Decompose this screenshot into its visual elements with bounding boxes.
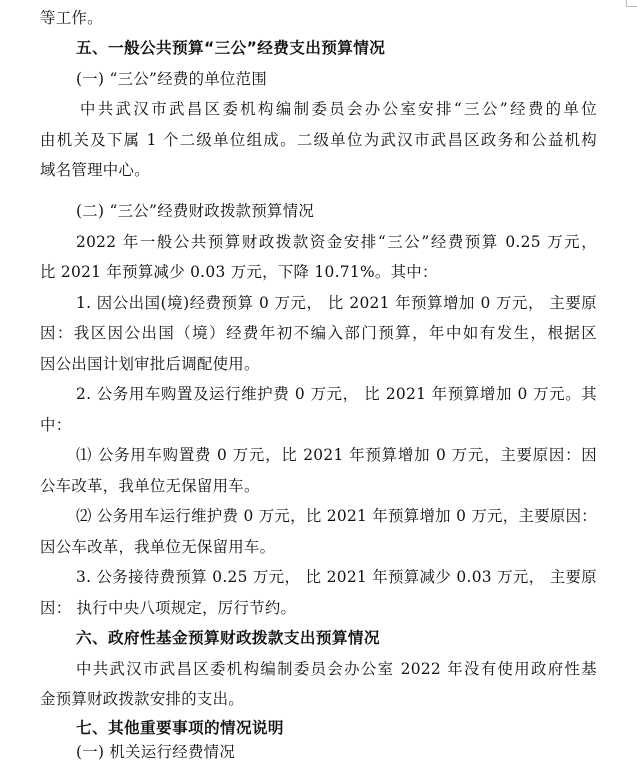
text-line-10: 2. 公务用车购置及运行维护费 0 万元， 比 2021 年预算增加 0 万元。其 xyxy=(76,385,597,403)
text-line-14: ⑵ 公务用车运行维护费 0 万元，比 2021 年预算增加 0 万元，主要原因： xyxy=(76,507,597,525)
text-line-13: 公车改革，我单位无保留用车。 xyxy=(40,477,260,495)
section-heading-6: 六、政府性基金预算财政拨款支出预算情况 xyxy=(76,629,380,647)
subheading-5-2: (二) “三公”经费财政拨款预算情况 xyxy=(76,202,315,220)
text-line-3: 由机关及下属 1 个二级单位组成。二级单位为武汉市武昌区政务和公益机构 xyxy=(40,131,597,149)
text-line-5: 2022 年一般公共预算财政拨款资金安排“三公”经费预算 0.25 万元， xyxy=(76,233,597,251)
text-line-17: 因： 执行中央八项规定，厉行节约。 xyxy=(40,599,297,617)
page-corner-mark xyxy=(626,0,637,7)
text-line-11: 中： xyxy=(40,416,72,434)
text-line-4: 域名管理中心。 xyxy=(40,161,150,179)
text-line-16: 3. 公务接待费预算 0.25 万元， 比 2021 年预算减少 0.03 万元， 主要原 xyxy=(76,568,597,586)
text-line-7: 1. 因公出国(境)经费预算 0 万元， 比 2021 年预算增加 0 万元， 主要原 xyxy=(76,294,597,312)
section-heading-7: 七、其他重要事项的情况说明 xyxy=(76,719,284,737)
subheading-5-1: (一) “三公”经费的单位范围 xyxy=(76,70,268,88)
text-line-8: 因：我区因公出国（境）经费年初不编入部门预算，年中如有发生，根据区 xyxy=(40,324,597,342)
text-line-9: 因公出国计划审批后调配使用。 xyxy=(40,355,260,373)
text-line-6: 比 2021 年预算减少 0.03 万元，下降 10.71%。其中： xyxy=(40,263,438,281)
text-line-12: ⑴ 公务用车购置费 0 万元，比 2021 年预算增加 0 万元，主要原因：因 xyxy=(76,446,597,464)
text-line-2: 中共武汉市武昌区委机构编制委员会办公室安排“三公”经费的单位 xyxy=(80,100,597,118)
text-line-19: 金预算财政拨款安排的支出。 xyxy=(40,690,244,708)
text-line-1: 等工作。 xyxy=(40,9,103,27)
subheading-7-1: (一) 机关运行经费情况 xyxy=(76,743,236,761)
section-heading-5: 五、一般公共预算“三公”经费支出预算情况 xyxy=(76,39,386,57)
text-line-18: 中共武汉市武昌区委机构编制委员会办公室 2022 年没有使用政府性基 xyxy=(76,660,597,678)
text-line-15: 因公车改革，我单位无保留用车。 xyxy=(40,538,276,556)
